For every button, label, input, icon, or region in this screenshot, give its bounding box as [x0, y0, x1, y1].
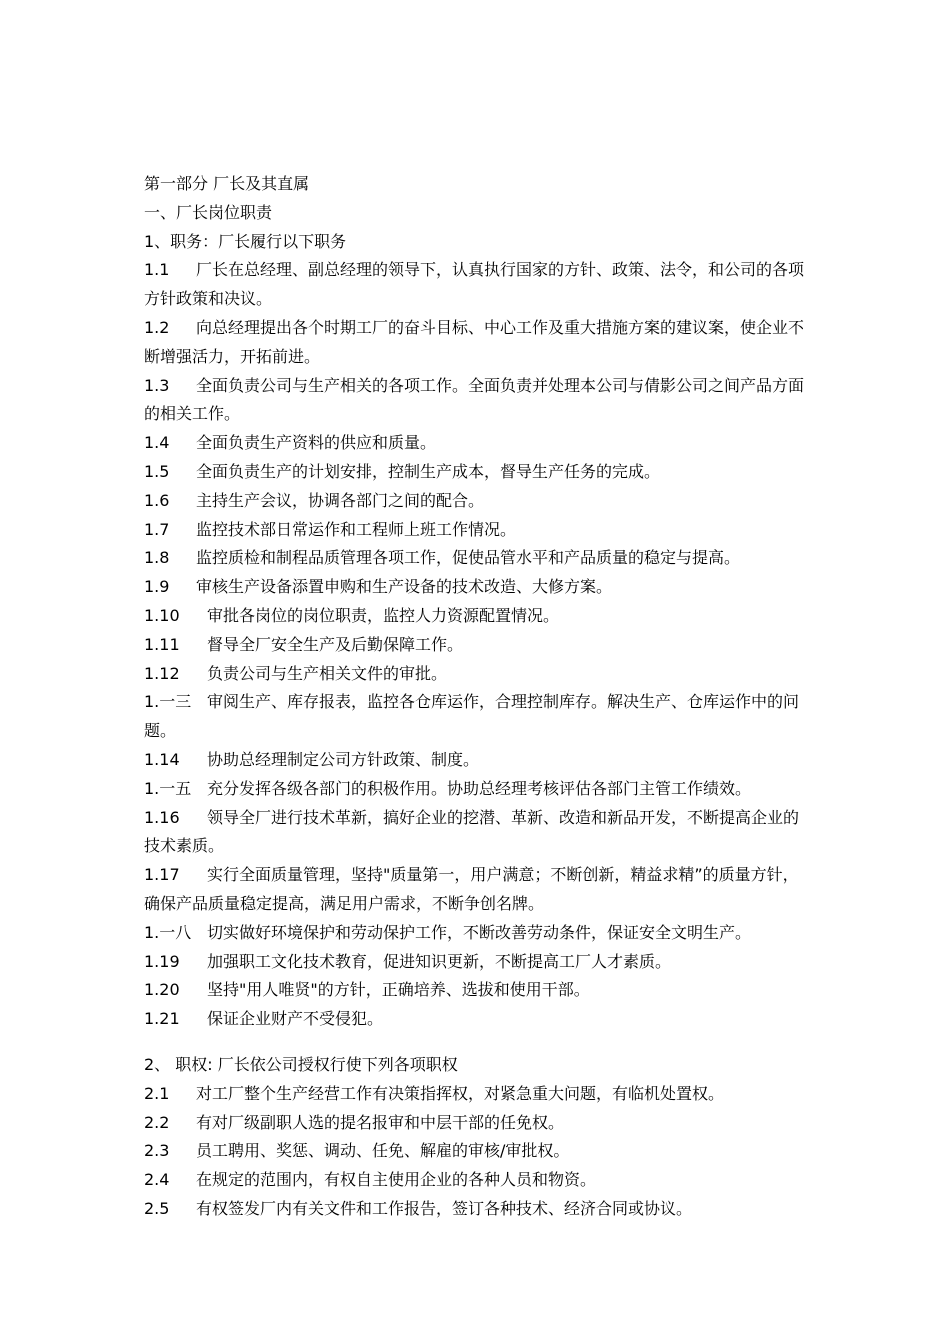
duty-item-number: 1.12 [144, 663, 180, 683]
power-item-number: 2.2 [144, 1112, 170, 1132]
duty-item [144, 775, 812, 804]
duty-item-text: 充分发挥各级各部门的积极作用。协助总经理考核评估各部门主管工作绩效。 [207, 778, 752, 798]
duty-item-text: 向总经理提出各个时期工厂的奋斗目标、中心工作及重大措施方案的建议案，使企业不断增强活力，开拓前进。 [144, 317, 805, 366]
duty-item-text: 全面负责生产的计划安排，控制生产成本，督导生产任务的完成。 [196, 461, 661, 481]
part-title: 第一部分 厂长及其直属 [144, 174, 310, 193]
duty-item [144, 746, 812, 775]
power-item-text: 员工聘用、奖惩、调动、任免、解雇的审核/审批权。 [196, 1141, 570, 1161]
powers-heading: 2、 职权: 厂长依公司授权行使下列各项职权 [144, 1054, 458, 1074]
duty-item-number: 1.14 [144, 749, 180, 769]
duty-item-number: 1.一五 [144, 778, 192, 798]
duty-item-number: 1.6 [144, 490, 170, 510]
duty-item-number: 1.20 [144, 980, 180, 1000]
duty-item-text: 全面负责生产资料的供应和质量。 [196, 433, 437, 453]
duty-item-number: 1.19 [144, 951, 180, 971]
power-item-text: 在规定的范围内，有权自主使用企业的各种人员和物资。 [196, 1170, 597, 1190]
duty-item-number: 1.一三 [144, 692, 192, 712]
duties-heading: 1、职务：厂长履行以下职务 [144, 231, 347, 251]
duty-item-text: 审核生产设备添置申购和生产设备的技术改造、大修方案。 [196, 577, 613, 597]
duty-item [144, 372, 812, 430]
duty-item-number: 1.1 [144, 260, 170, 280]
power-item-number: 2.4 [144, 1170, 170, 1190]
duty-item-text: 监控质检和制程品质管理各项工作，促使品管水平和产品质量的稳定与提高。 [196, 548, 741, 568]
duty-item [144, 256, 812, 314]
power-item [144, 1137, 812, 1166]
duty-item-number: 1.2 [144, 317, 170, 337]
duty-item [144, 516, 812, 545]
duty-item-number: 1.16 [144, 807, 180, 827]
duty-item [144, 458, 812, 487]
duty-item-text: 实行全面质量管理，坚持"质量第一，用户满意；不断创新，精益求精”的质量方针，确保产品质量稳定提高，满足用户需求，不断争创名牌。 [144, 865, 799, 913]
duty-item [144, 948, 812, 977]
duty-item-text: 协助总经理制定公司方针政策、制度。 [207, 749, 480, 769]
power-item-number: 2.5 [144, 1198, 170, 1218]
duty-item-text: 负责公司与生产相关文件的审批。 [207, 663, 448, 683]
power-item [144, 1109, 812, 1138]
duty-item [144, 631, 812, 660]
powers-list [144, 1080, 812, 1224]
duty-item-text: 全面负责公司与生产相关的各项工作。全面负责并处理本公司与倩影公司之间产品方面的相关工作。 [144, 375, 805, 424]
duty-item-number: 1.3 [144, 375, 170, 395]
duty-item [144, 660, 812, 689]
duty-item-number: 1.4 [144, 433, 170, 453]
duty-item-text: 监控技术部日常运作和工程师上班工作情况。 [196, 519, 517, 539]
duty-item-text: 切实做好环境保护和劳动保护工作，不断改善劳动条件，保证安全文明生产。 [207, 922, 752, 942]
duty-item-number: 1.一八 [144, 922, 192, 942]
duty-item-number: 1.8 [144, 548, 170, 568]
duty-item-text: 审阅生产、库存报表，监控各仓库运作，合理控制库存。解决生产、仓库运作中的问题。 [144, 692, 800, 741]
power-item [144, 1166, 812, 1195]
duty-item [144, 804, 812, 862]
duty-item-text: 厂长在总经理、副总经理的领导下，认真执行国家的方针、政策、法令，和公司的各项方针政策和决议。 [144, 260, 805, 309]
power-item [144, 1080, 812, 1109]
power-item-number: 2.1 [144, 1083, 170, 1103]
duty-item [144, 429, 812, 458]
duty-item-number: 1.5 [144, 461, 170, 481]
duty-item-text: 督导全厂安全生产及后勤保障工作。 [207, 634, 464, 654]
duty-item-number: 1.7 [144, 519, 170, 539]
duty-item [144, 919, 812, 948]
duty-item-text: 坚持"用人唯贤"的方针，正确培养、选拔和使用干部。 [207, 980, 590, 1000]
duty-item [144, 976, 812, 1005]
duty-item-text: 主持生产会议，协调各部门之间的配合。 [196, 490, 485, 510]
duty-item-number: 1.21 [144, 1009, 180, 1029]
duty-item-number: 1.9 [144, 577, 170, 597]
duty-item [144, 487, 812, 516]
duty-item-text: 加强职工文化技术教育，促进知识更新，不断提高工厂人才素质。 [207, 951, 672, 971]
duty-item-text: 保证企业财产不受侵犯。 [207, 1009, 384, 1029]
duty-item-text: 领导全厂进行技术革新，搞好企业的挖潜、革新、改造和新品开发，不断提高企业的技术素质。 [144, 807, 800, 856]
duty-item [144, 602, 812, 631]
power-item-text: 有权签发厂内有关文件和工作报告，签订各种技术、经济合同或协议。 [196, 1198, 693, 1218]
duty-item [144, 861, 812, 919]
duties-list [144, 256, 812, 1034]
duty-item [144, 544, 812, 573]
duty-item [144, 314, 812, 372]
duty-item-number: 1.10 [144, 605, 180, 625]
document-page [144, 170, 812, 1224]
paragraph-gap [144, 1034, 812, 1051]
power-item-number: 2.3 [144, 1141, 170, 1161]
duty-item [144, 688, 812, 746]
duty-item-number: 1.17 [144, 865, 180, 885]
duty-item-text: 审批各岗位的岗位职责，监控人力资源配置情况。 [207, 605, 560, 625]
power-item-text: 有对厂级副职人选的提名报审和中层干部的任免权。 [196, 1112, 565, 1132]
power-item [144, 1195, 812, 1224]
power-item-text: 对工厂整个生产经营工作有决策指挥权，对紧急重大问题，有临机处置权。 [196, 1083, 725, 1103]
duty-item-number: 1.11 [144, 634, 180, 654]
duty-item [144, 1005, 812, 1034]
section-title: 一、厂长岗位职责 [144, 202, 273, 222]
duty-item [144, 573, 812, 602]
